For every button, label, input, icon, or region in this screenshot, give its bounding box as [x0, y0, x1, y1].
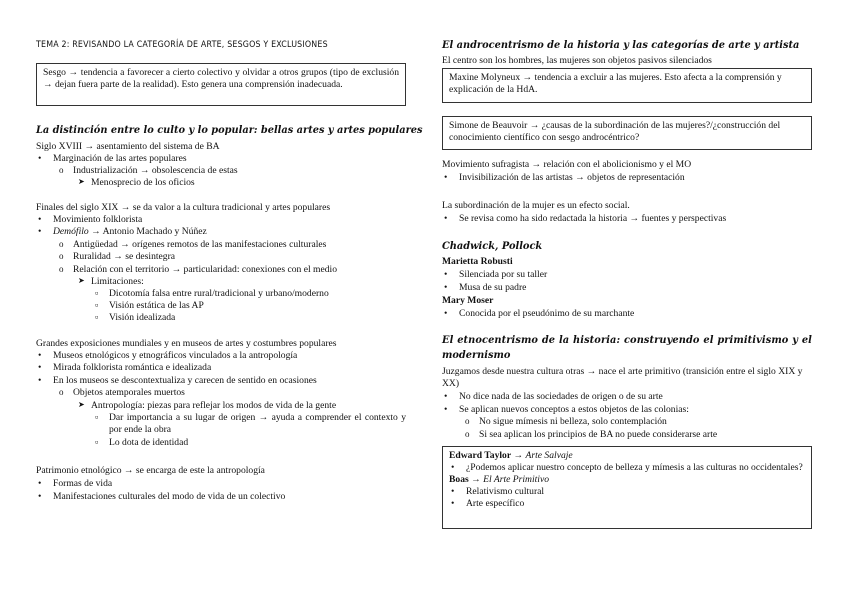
list-item: o Relación con el territorio → particularidad: conexiones con el medio: [73, 264, 337, 276]
list-item: ▫ Visión estática de las AP: [109, 300, 204, 312]
box-molyneux: [442, 68, 812, 103]
text-sufragista: Movimiento sufragista → relación con el abolicionismo y el MO: [442, 159, 692, 170]
section-title-androcentrismo: El androcentrismo de la historia y las categorías de arte y artista: [442, 40, 800, 51]
text-grandes-exposiciones: Grandes exposiciones mundiales y en museos de artes y costumbres populares: [36, 338, 337, 349]
list-item: ➤ Limitaciones:: [91, 276, 144, 288]
list-item: o No sigue mímesis ni belleza, solo contemplación: [479, 416, 667, 428]
list-item: o Antigüedad → orígenes remotos de las manifestaciones culturales: [73, 239, 326, 251]
list-item: o Ruralidad → se desintegra: [73, 251, 175, 263]
page-title: TEMA 2: REVISANDO LA CATEGORÍA DE ARTE, SESGOS Y EXCLUSIONES: [36, 40, 328, 50]
text-patrimonio: Patrimonio etnológico → se encarga de este la antropología: [36, 465, 265, 476]
list-item: o Objetos atemporales muertos: [73, 387, 185, 399]
list-item: ▫ Visión idealizada: [109, 312, 175, 324]
list-item: • Musa de su padre: [459, 282, 526, 294]
list-item: • Demófilo → Antonio Machado y Núñez: [53, 226, 207, 238]
list-item: • Arte específico: [466, 498, 805, 510]
section-title-chadwick: Chadwick, Pollock: [442, 241, 543, 252]
list-item: • Invisibilización de las artistas → objetos de representación: [459, 172, 685, 184]
list-item: ▫ Lo dota de identidad: [109, 437, 188, 449]
list-item: • Se revisa como ha sido redactada la historia → fuentes y perspectivas: [459, 213, 726, 225]
list-item: • Formas de vida: [53, 478, 112, 490]
text-juzgamos: Juzgamos desde nuestra cultura otras → nace el arte primitivo (transición entre el siglo XIX y XX): [442, 366, 803, 389]
list-item: ▫ Dar importancia a su lugar de origen → ayuda a comprender el contexto y por ende la obra: [109, 412, 406, 436]
heading-edward-taylor: Edward Taylor → Arte Salvaje: [449, 450, 573, 461]
list-item: • No dice nada de las sociedades de origen o de su arte: [459, 391, 663, 403]
heading-mary-moser: Mary Moser: [442, 295, 494, 306]
list-item: ➤ Menosprecio de los oficios: [91, 177, 195, 189]
list-item: ▫ Dicotomía falsa entre rural/tradicional y urbano/moderno: [109, 288, 329, 300]
list-item: • Se aplican nuevos conceptos a estos objetos de las colonias:: [459, 404, 689, 416]
text-androcentrismo-sub: El centro son los hombres, las mujeres son objetos pasivos silenciados: [442, 55, 712, 66]
list-item: • Silenciada por su taller: [459, 269, 547, 281]
list-item: • Movimiento folklorista: [53, 214, 142, 226]
list-item: • Relativismo cultural: [466, 486, 805, 498]
list-item: • En los museos se descontextualiza y carecen de sentido en ocasiones: [53, 375, 317, 387]
list-item: • Marginación de las artes populares: [53, 153, 187, 165]
text-subordinacion: La subordinación de la mujer es un efecto social.: [442, 200, 630, 211]
list-item: o Si sea aplican los principios de BA no puede considerarse arte: [479, 429, 717, 441]
box-taylor-boas: [442, 446, 812, 529]
sesgo-box: [36, 63, 406, 106]
box-beauvoir-text: Simone de Beauvoir → ¿causas de la subordinación de las mujeres?/¿construcción del conocimiento científico con sesgo androcéntrico?: [449, 120, 781, 143]
list-item: • Conocida por el pseudónimo de su marchante: [459, 308, 634, 320]
section-title-etnocentrismo-cont: modernismo: [442, 350, 511, 361]
sesgo-text: Sesgo → tendencia a favorecer a cierto colectivo y olvidar a otros grupos (tipo de exclusión → dejan fuera parte de la realidad). Esto genera una comprensión inadecuada.: [43, 67, 399, 90]
text-siglo-xviii: Siglo XVIII → asentamiento del sistema de BA: [36, 141, 220, 152]
list-item: • ¿Podemos aplicar nuestro concepto de belleza y mímesis a las culturas no occidentales?: [466, 462, 805, 474]
list-item: ➤ Antropología: piezas para reflejar los modos de vida de la gente: [91, 400, 336, 412]
section-title-culto-popular: La distinción entre lo culto y lo popular: bellas artes y artes populares: [36, 125, 423, 136]
heading-boas: Boas → El Arte Primitivo: [449, 473, 550, 485]
section-title-etnocentrismo: El etnocentrismo de la historia: construyendo el primitivismo y el: [442, 335, 812, 346]
list-item: • Mirada folklorista romántica e idealizada: [53, 362, 211, 374]
box-molyneux-text: Maxine Molyneux → tendencia a excluir a las mujeres. Esto afecta a la comprensión y explicación de la HdA.: [449, 72, 782, 95]
text-siglo-xix: Finales del siglo XIX → se da valor a la cultura tradicional y artes populares: [36, 202, 331, 213]
list-item: • Museos etnológicos y etnográficos vinculados a la antropología: [53, 350, 297, 362]
list-item: • Manifestaciones culturales del modo de vida de un colectivo: [53, 491, 285, 503]
list-item: o Industrialización → obsolescencia de estas: [73, 165, 238, 177]
heading-marietta: Marietta Robusti: [442, 256, 513, 267]
box-beauvoir: [442, 116, 812, 150]
